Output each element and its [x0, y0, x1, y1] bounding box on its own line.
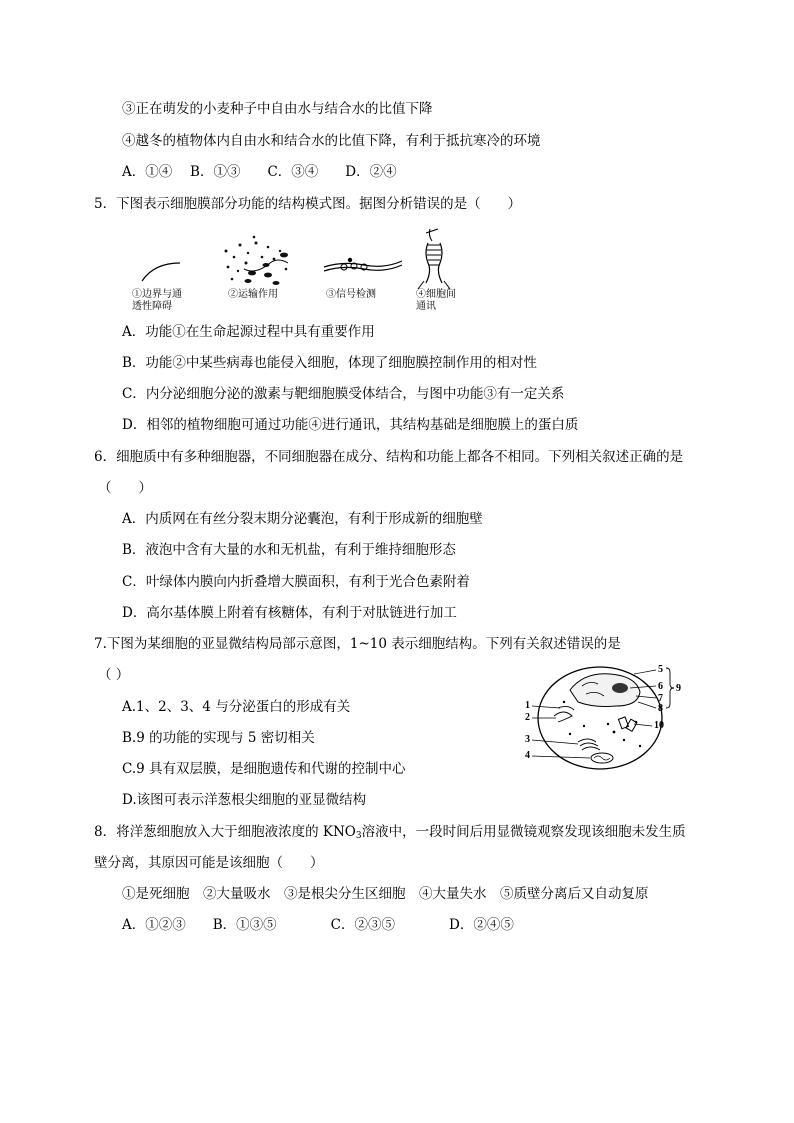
fig7-label-2: 2 [525, 712, 530, 723]
fig7-label-10: 10 [654, 720, 664, 731]
q7-option-a: A.1、2、3、4 与分泌蛋白的形成有关 [122, 699, 351, 715]
fig7-label-3: 3 [525, 734, 530, 745]
q5-option-c: C．内分泌细胞分泌的激素与靶细胞膜受体结合，与图中功能③有一定关系 [122, 386, 565, 402]
q7-option-d: D.该图可表示洋葱根尖细胞的亚显微结构 [122, 792, 367, 808]
q6-stem: 6．细胞质中有多种细胞器，不同细胞器在成分、结构和功能上都各不相同。下列相关叙述正确的是 [94, 449, 684, 465]
q8-options: A．①②③ B．①③⑤ C．②③⑤ D．②④⑤ [122, 917, 514, 933]
fig7-label-4: 4 [525, 750, 530, 761]
q6-paren: （ ） [98, 480, 152, 496]
fig5-caption-3: ③信号检测 [326, 289, 376, 300]
fig7-label-9: 9 [676, 683, 681, 694]
q7-paren: （ ） [98, 667, 130, 683]
fig5-caption-4b: 通讯 [416, 301, 436, 312]
q8-stem-subscript: 3 [355, 831, 362, 841]
fig7-label-8: 8 [658, 703, 663, 714]
q5-option-d: D．相邻的植物细胞可通过功能④进行通讯，其结构基础是细胞膜上的蛋白质 [122, 417, 579, 433]
cell-ultrastructure-drawing [524, 662, 686, 772]
q6-option-c: C．叶绿体内膜向内折叠增大膜面积，有利于光合色素附着 [122, 574, 470, 590]
nucleolus [612, 683, 628, 693]
membrane-function-drawings [128, 223, 488, 291]
q8-stem-line2: 壁分离，其原因可能是该细胞（ ） [94, 855, 324, 871]
fig7-label-5: 5 [658, 664, 663, 675]
fig7-label-1: 1 [525, 700, 530, 711]
q8-stem [94, 823, 686, 845]
q4-options: A．①④ B．①③ C．③④ D．②④ [122, 164, 397, 180]
q7-option-b: B.9 的功能的实现与 5 密切相关 [122, 730, 315, 746]
q5-option-b: B．功能②中某些病毒也能侵入细胞，体现了细胞膜控制作用的相对性 [122, 355, 537, 371]
cell-ultrastructure-figure [524, 662, 686, 772]
q6-option-a: A．内质网在有丝分裂末期分泌囊泡，有利于形成新的细胞壁 [122, 511, 483, 527]
q8-stem-pre: 8．将洋葱细胞放入大于细胞液浓度的 KNO [94, 824, 356, 840]
q8-items: ①是死细胞 ②大量吸水 ③是根尖分生区细胞 ④大量失水 ⑤质壁分离后又自动复原 [122, 886, 649, 902]
q7-stem: 7.下图为某细胞的亚显微结构局部示意图，1~10 表示细胞结构。下列有关叙述错误的是 [94, 636, 621, 652]
q5-stem: 5．下图表示细胞膜部分功能的结构模式图。据图分析错误的是（ ） [94, 196, 522, 212]
q5-option-a: A．功能①在生命起源过程中具有重要作用 [122, 324, 375, 340]
fig5-caption-4a: ④细胞间 [416, 289, 456, 300]
q4-statement-3: ③正在萌发的小麦种子中自由水与结合水的比值下降 [122, 101, 433, 117]
q4-statement-4: ④越冬的植物体内自由水和结合水的比值下降，有利于抵抗寒冷的环境 [122, 133, 541, 149]
fig5-caption-2: ②运输作用 [228, 289, 278, 300]
q8-stem-post: 溶液中，一段时间后用显微镜观察发现该细胞未发生质 [361, 824, 686, 840]
q6-option-d: D．高尔基体膜上附着有核糖体，有利于对肽链进行加工 [122, 605, 457, 621]
q6-option-b: B．液泡中含有大量的水和无机盐，有利于维持细胞形态 [122, 542, 456, 558]
fig5-caption-1b: 透性障碍 [132, 301, 172, 312]
fig7-label-6: 6 [658, 681, 663, 692]
fig5-caption-1a: ①边界与通 [132, 289, 182, 300]
q7-option-c: C.9 具有双层膜，是细胞遗传和代谢的控制中心 [122, 761, 406, 777]
fig7-label-7: 7 [658, 693, 663, 704]
membrane-function-figure [128, 223, 488, 315]
